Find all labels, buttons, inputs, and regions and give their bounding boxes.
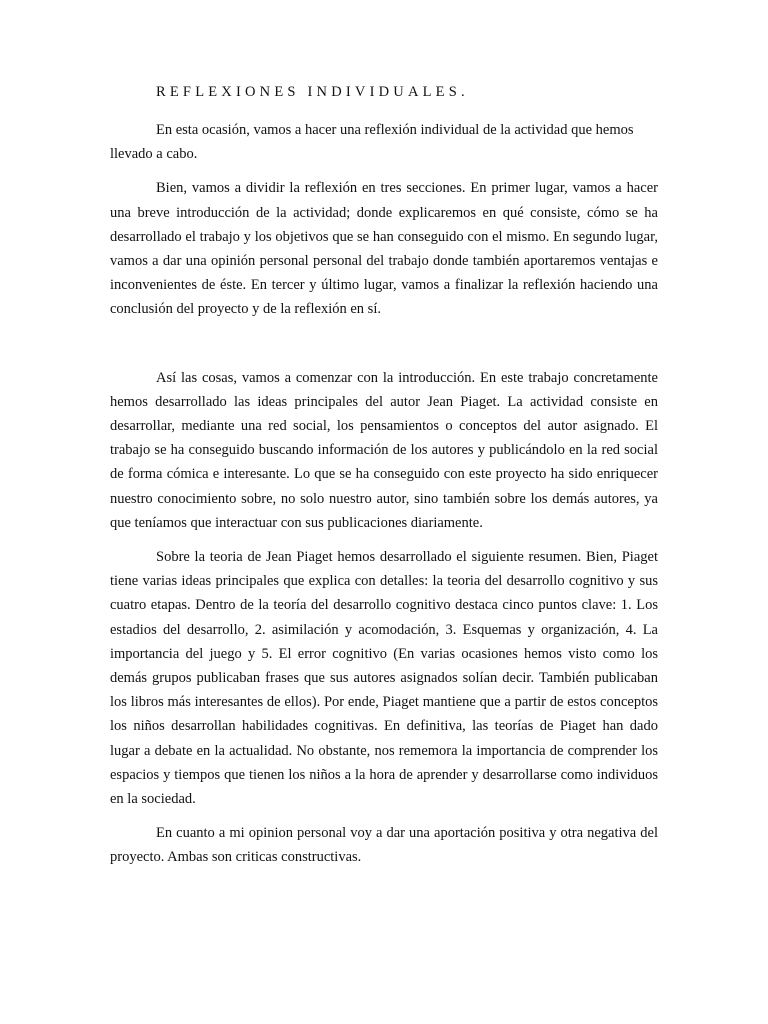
document-heading: REFLEXIONES INDIVIDUALES. [156, 84, 469, 100]
paragraph-introduction: Así las cosas, vamos a comenzar con la introducción. En este trabajo concretamente hemos desarrollado las ideas principales del autor Jean Piaget. La actividad consiste en desarrollar, mediante una red social, los pensamientos o conceptos del autor asignado. El trabajo se ha conseguido buscando información de los autores y publicándolo en la red social de forma cómica e interesante. Lo que se ha conseguido con este proyecto ha sido enriquecer nuestro conocimiento sobre, no solo nuestro autor, sino también sobre los demás autores, ya que teníamos que interactuar con sus publicaciones diariamente. [110, 369, 658, 531]
document-body [110, 80, 658, 880]
paragraph-sections: Bien, vamos a dividir la reflexión en tres secciones. En primer lugar, vamos a hacer una breve introducción de la actividad; donde explicaremos en qué consiste, cómo se ha desarrollado el trabajo y los objetivos que se han conseguido con el mismo. En segundo lugar, vamos a dar una opinión personal personal del trabajo donde también aportaremos ventajas e inconvenientes de éste. En tercer y último lugar, vamos a finalizar la reflexión haciendo una conclusión del proyecto y de la reflexión en sí. [110, 180, 658, 318]
paragraph-intro: En esta ocasión, vamos a hacer una reflexión individual de la actividad que hemos llevado a cabo. [110, 122, 634, 163]
paragraph-gap [110, 332, 658, 366]
paragraph-piaget-summary: Sobre la teoria de Jean Piaget hemos desarrollado el siguiente resumen. Bien, Piaget tiene varias ideas principales que explica con detalles: la teoria del desarrollo cognitivo y sus cuatro etapas. Dentro de la teoría del desarrollo cognitivo destaca cinco puntos clave: 1. Los estadios del desarrollo, 2. asimilación y acomodación, 3. Esquemas y organización, 4. La importancia del juego y 5. El error cognitivo (En varias ocasiones hemos visto como los demás grupos publicaban frases que sus autores asignados solían decir. También publicaban los libros más interesantes de ellos). Por ende, Piaget mantiene que a partir de estos conceptos los niños desarrollan habilidades cognitivas. En definitiva, las teorías de Piaget han dado lugar a debate en la actualidad. No obstante, nos rememora la importancia de comprender los espacios y tiempos que tienen los niños a la hora de aprender y desarrollarse como individuos en la sociedad. [110, 549, 658, 808]
paragraph-opinion: En cuanto a mi opinion personal voy a dar una aportación positiva y otra negativa del proyecto. Ambas son criticas constructivas. [110, 825, 658, 866]
